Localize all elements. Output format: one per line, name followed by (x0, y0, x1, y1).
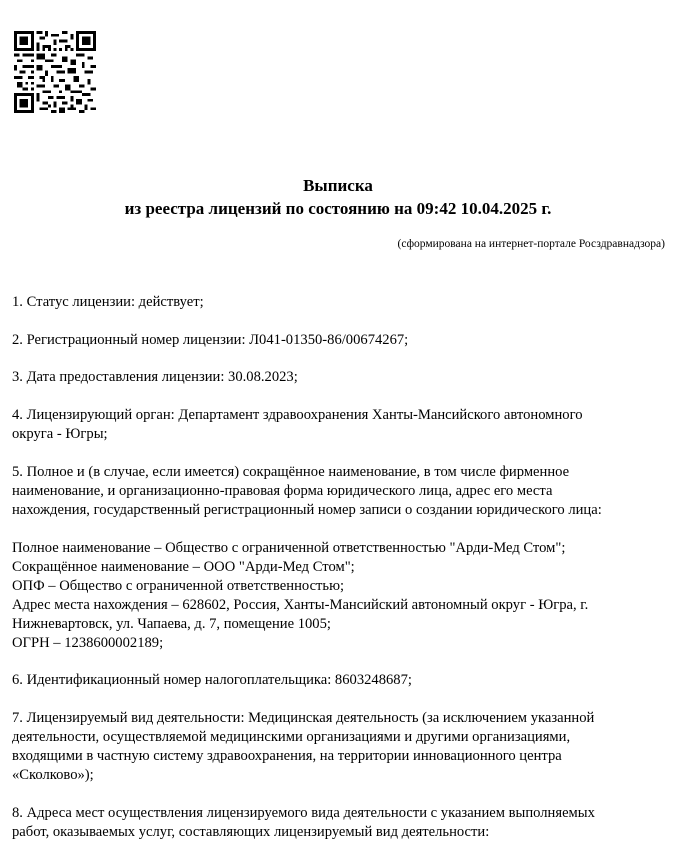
licensed-activity (12, 709, 668, 785)
formed-note: (сформирована на интернет-портале Росздравнадзора) (397, 238, 665, 250)
names-intro (12, 463, 668, 520)
license-status-line: 1. Статус лицензии: действует; (12, 294, 204, 310)
company-short-name: Сокращённое наименование – ООО "Арди-Мед Стом"; (12, 559, 355, 575)
licensed-activity-line: 7. Лицензируемый вид деятельности: Медицинская деятельность (за исключением указанной (12, 710, 595, 726)
license-status (12, 293, 668, 312)
license-reg-number (12, 331, 668, 350)
activity-addresses-line: работ, оказываемых услуг, составляющих лицензируемый вид деятельности: (12, 824, 490, 840)
qr-code (14, 31, 96, 113)
license-date (12, 368, 668, 387)
company-legal-form: ОПФ – Общество с ограниченной ответственностью; (12, 578, 345, 594)
activity-addresses (12, 804, 668, 842)
names-intro-line: 5. Полное и (в случае, если имеется) сокращённое наименование, в том числе фирменное (12, 464, 570, 480)
names-intro-line: наименование, и организационно-правовая форма юридического лица, адрес его места (12, 483, 553, 499)
license-date-line: 3. Дата предоставления лицензии: 30.08.2023; (12, 369, 298, 385)
taxpayer-id-line: 6. Идентификационный номер налогоплательщика: 8603248687; (12, 672, 412, 688)
licensing-authority-line: 4. Лицензирующий орган: Департамент здравоохранения Ханты-Мансийского автономного (12, 407, 583, 423)
license-reg-number-line: 2. Регистрационный номер лицензии: Л041-01350-86/00674267; (12, 332, 409, 348)
activity-addresses-line: 8. Адреса мест осуществления лицензируемого вида деятельности с указанием выполняемых (12, 805, 595, 821)
company-ogrn: ОГРН – 1238600002189; (12, 635, 164, 651)
document-title: Выписка (303, 176, 373, 195)
company-details (12, 539, 668, 653)
document-subtitle: из реестра лицензий по состоянию на 09:42 10.04.2025 г. (124, 199, 552, 218)
licensing-authority-line: округа - Югры; (12, 426, 108, 442)
licensed-activity-line: «Сколково»); (12, 767, 94, 783)
taxpayer-id (12, 671, 668, 690)
company-address-cont: Нижневартовск, ул. Чапаева, д. 7, помещение 1005; (12, 616, 331, 632)
licensed-activity-line: входящими в частную систему здравоохранения, на территории инновационного центра (12, 748, 562, 764)
licensing-authority (12, 406, 668, 444)
company-full-name: Полное наименование – Общество с ограниченной ответственностью "Арди-Мед Стом"; (12, 540, 566, 556)
company-address: Адрес места нахождения – 628602, Россия, Ханты-Мансийский автономный округ - Югра, г. (12, 597, 589, 613)
names-intro-line: нахождения, государственный регистрационный номер записи о создании юридического лица: (12, 502, 602, 518)
licensed-activity-line: деятельности, осуществляемой медицинскими организациями и другими организациями, (12, 729, 571, 745)
